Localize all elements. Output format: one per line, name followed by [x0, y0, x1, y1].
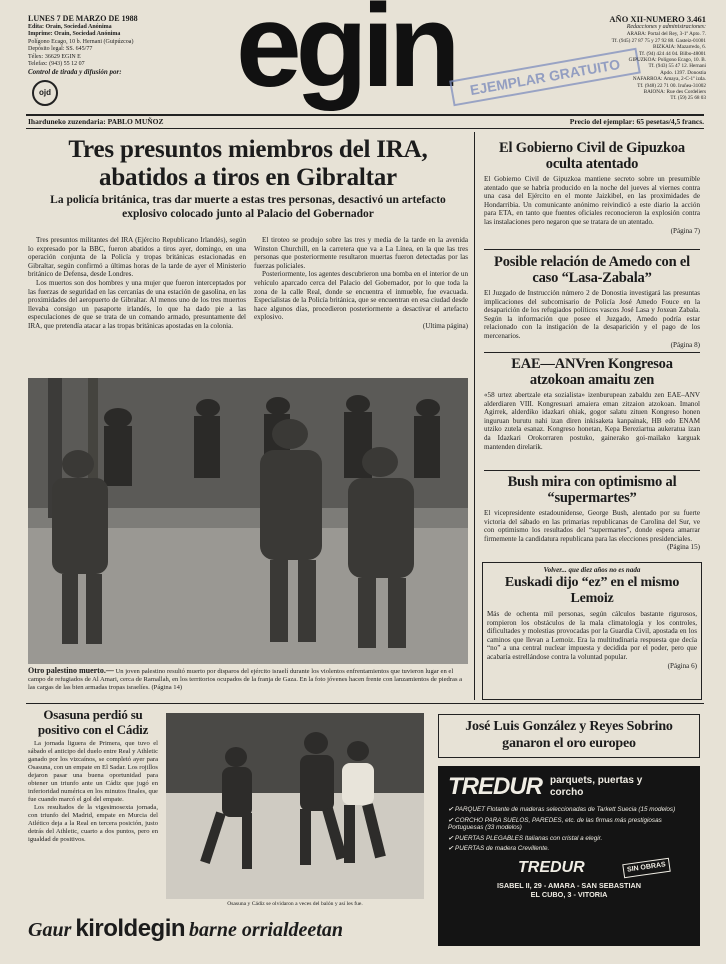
- ojd-label: ojd: [39, 88, 51, 97]
- story-lemoiz: [482, 562, 702, 700]
- ad-bullet-text: PUERTAS PLEGABLES Italianas con cristal a elegir.: [455, 834, 603, 842]
- story-gobierno: [484, 140, 700, 235]
- banner-kiroldegin: kiroldegin: [75, 915, 186, 942]
- deposito: Depósito legal: SS. 645/77: [28, 46, 93, 53]
- photo1-caption-page: (Página 14): [151, 684, 183, 691]
- story-amedo-text: El Juzgado de Instrucción número 2 de Donostia investigará las presuntas implicaciones del subcomisario de Policía José Amedo Fouce en la desaparición de los refugiados políticos vascos José Lasa y Joxean Zabala. Según la información que posee el Juzgado, Amedo podría estar relacionado con la instigación de la desaparición y el pago de los mercenarios.: [484, 289, 700, 340]
- price: Precio del ejemplar: 65 pesetas/4,5 francs.: [569, 117, 704, 126]
- soldiers-photo-illustration: [28, 378, 468, 664]
- lead-col2: [254, 236, 468, 331]
- office: Tf. (59) 25 68 03: [670, 95, 706, 102]
- lead-col1: [28, 236, 246, 331]
- issue-info: [566, 14, 706, 102]
- lead-col1-p2: Los muertos son dos hombres y una mujer que fueron interceptados por las fuerzas de seguridad en las cercanías de una estación de gasolina, en las proximidades del aeropuerto de Gibraltar. Al menos uno de los tres muertos llevaba consigo un pasaporte irlandés, lo que ha dado pie a las especulaciones de que se trata de un comando armado, presuntamente del IRA, que pretendía atacar a las tropas británicas apostadas en la colonia.: [28, 278, 246, 330]
- tredur-ad: [438, 766, 700, 946]
- office: Tf. (945) 27 87 75 y 27 92 88. Gasteiz-01001: [611, 37, 706, 44]
- stamp: EJEMPLAR GRATUITO: [449, 48, 641, 107]
- lemoiz-text: Más de ochenta mil personas, según cálculos bastante rigurosos, rompieron los obstáculos de la mala climatología y los controles, dificultades y molestias provocadas por la Guardia Civil, apostada en los caminos que llevan a Lemoiz. Era la multitudinaria respuesta que decía “no” a una central nuclear impuesta y decidida por el poder, pero que acabaría estrellándose contra la voluntad popular.: [487, 610, 697, 661]
- ad-badge: SIN OBRAS: [622, 858, 670, 878]
- ad-address-1: ISABEL II, 29 - AMARA - SAN SEBASTIAN: [496, 880, 642, 890]
- office: Tf. (943) 55 47 12. Hernani: [648, 63, 706, 70]
- ad-top: [448, 774, 690, 800]
- office: GIPUZKOA: Polígono Ecago, 10. B.: [628, 57, 706, 64]
- telefax: Telefax: (943) 55 12 07: [28, 61, 85, 68]
- gonzalez-box: [438, 714, 700, 758]
- lead-headline: Tres presuntos miembros del IRA, abatidos a tiros en Gibraltar: [68, 136, 428, 191]
- masthead-rule-2: [26, 128, 704, 129]
- ad-brand-row: [448, 859, 690, 877]
- story-gobierno-page: (Página 7): [670, 226, 700, 235]
- sports-text-2: Los resultados de la vigesimosexta jornada, con triunfo del Madrid, empate en Murcia del Atlético deja a la Real en tercera posición, justo detrás del Athletic, cuarto a dos puntos, pero en igualdad de positivos.: [28, 804, 158, 843]
- rule: [484, 249, 700, 250]
- lead-subhead: La policía británica, tras dar muerte a estas tres personas, desactivó un artefacto explosivo colocado junto al Palacio del Gobernador: [50, 194, 446, 220]
- story-gobierno-headline: El Gobierno Civil de Gipuzkoa oculta atentado: [499, 140, 685, 172]
- imprime: Imprime: Orain, Sociedad Anónima: [28, 31, 121, 38]
- date: LUNES 7 DE MARZO DE 1988: [28, 14, 138, 23]
- ojd-logo: [32, 80, 58, 106]
- masthead-info: [28, 14, 198, 77]
- rule: [484, 470, 700, 471]
- story-amedo: [484, 254, 700, 349]
- bottom-rule: [26, 703, 704, 704]
- ad-brand: TREDUR: [448, 773, 542, 800]
- football-photo-illustration: [166, 713, 424, 899]
- ad-bullet: ✔ PUERTAS PLEGABLES Italianas con cristal a elegir.: [448, 834, 603, 842]
- edita: Edita: Orain, Sociedad Anónima: [28, 24, 112, 30]
- football-photo: [166, 713, 424, 899]
- story-bush: [484, 474, 700, 552]
- story-gobierno-text: El Gobierno Civil de Gipuzkoa mantiene secreto sobre un presumible atentado que se habría producido en la noche del jueves al viernes contra una casa del Ejército en el monte Jaizkibel, en las proximidades de Hondarribia. Un comunicante anónimo reivindicó a este diario la acción para ETA, en tanto que fuentes oficiales reconocieron la explosión contra las instalaciones pero negaron que se tratara de un atentado.: [484, 175, 700, 226]
- control-label: Control de tirada y difusión por:: [28, 68, 122, 77]
- director-line: Iharduneko zuzendaria: PABLO MUÑOZ: [28, 117, 164, 126]
- story-amedo-headline: Posible relación de Amedo con el caso “Lasa-Zabala”: [494, 254, 690, 286]
- lead-col1-p1: Tres presuntos militantes del IRA (Ejército Republicano Irlandés), según lo expresado por la BBC, fueron abatidos a tiros ayer, domingo, en una operación conjunta de la Policía y tropas británicas estacionadas en Gibraltar, según confirmó a últimas horas de la tarde de ayer el Ministerio británico de Defensa, desde Londres.: [28, 236, 246, 279]
- ad-bullet-text: PARQUET Flotante de maderas seleccionadas de Tarkett Suecia (15 modelos): [455, 806, 676, 813]
- story-bush-page: (Página 15): [667, 543, 700, 552]
- story-eae-text: «58 urtez abertzale eta sozialista» izenburupean zabaldu zen EAE–ANV alderdiaren VIII. Kongresuari amaiera eman zitzaion atzokoan. Imanol Agirrek, alderdiko idazkari ohiak, gogor salatu zituen Kongreso honen inguruan burutu nahi izan diren inkisaketa kanpainak, HB edo ENAM utziko zutela esanaz. Kongreso honetan, Kepa Bereziartua aukeratua izan da Idazkari Orokorraren postuko, gainerako goi-mailako karguak mantenden direlarik.: [484, 391, 700, 451]
- photo1-caption: [28, 667, 468, 692]
- ad-bullet-text: CORCHO PARA SUELOS, PAREDES, etc. de las firmas más prestigiosas Portuguesas (33 modelos): [448, 816, 662, 832]
- story-eae-headline: EAE—ANVren Kongresoa atzokoan amaitu zen: [511, 356, 673, 388]
- banner-rest: barne orrialdeetan: [189, 919, 343, 941]
- lemoiz-headline: Euskadi dijo “ez” en el mismo Lemoiz: [504, 575, 680, 606]
- ad-bullet: ✔ CORCHO PARA SUELOS, PAREDES, etc. de las firmas más prestigiosas Portuguesas (33 modelos): [448, 816, 662, 832]
- football-caption: Osasuna y Cádiz se olvidaron a veces del balón y así les fue.: [227, 901, 363, 907]
- ad-brand-small: TREDUR: [518, 858, 585, 876]
- masthead-rule: [26, 114, 704, 116]
- logo: egin: [236, 0, 455, 112]
- kiroldegin-banner: [28, 914, 432, 944]
- ad-bullet: ✔ PARQUET Flotante de maderas seleccionadas de Tarkett Suecia (15 modelos): [448, 806, 676, 813]
- redacciones: Redacciones y administraciones:: [626, 24, 706, 30]
- lead-jump: (Ultima página): [422, 321, 468, 330]
- issue-number: AÑO XII-NUMERO 3.461: [609, 14, 706, 24]
- lead-col2-p2: Posteriormente, los agentes descubrieron una bomba en el interior de un vehículo aparcado cerca del Palacio del Gobernador, por lo que toda la zona de la calle Real, donde se encuentra el inmueble, fue evacuada. Especialistas de la Policía británica, que se encuentran en esa ciudad desde hace algunos días, procedieron posteriormente a desactivar el artefacto explosivo.: [254, 270, 468, 322]
- telex: Télex: 36629 EGIN E: [28, 53, 81, 60]
- story-bush-text: El vicepresidente estadounidense, George Bush, alentado por su fuerte victoria del sábado en las primarias republicanas de Carolina del Sur, ve con optimismo los resultados del “supermartes”, donde espera amarrar firmemente la candidatura republicana para las elecciones presidenciales.: [484, 509, 700, 543]
- poligono: Polígono Ecago, 10 b. Hernani (Guipúzcoa): [28, 38, 134, 45]
- office: Tf. (94) 424 44 04. Bilbo-48001: [639, 50, 706, 57]
- office: Tf. (948) 22 71 00. Iruñea-31002: [637, 82, 706, 89]
- story-amedo-page: (Página 8): [670, 340, 700, 349]
- story-eae: [484, 356, 700, 451]
- ad-address-2: EL CUBO, 3 - VITORIA: [530, 889, 608, 899]
- lemoiz-kicker: Volver... que diez años no es nada: [543, 566, 641, 574]
- lemoiz-page: (Página 6): [667, 661, 697, 670]
- rule: [484, 352, 700, 353]
- sports-text: La jornada liguera de Primera, que tuvo el sábado el anticipo del duelo entre Real y Athletic ganado por los vizcaínos, se completó ayer para Osasuna, con un empate en El Sadar. Los rojillos dejaron pasar una buena oportunidad para obtener un triunfo ante un Cádiz que jugó en inferioridad numérica en los minutos finales, que fue cuando marcó el gol del empate.: [28, 740, 158, 803]
- right-column-rule: [474, 132, 475, 700]
- office: ARABA: Portal del Rey, 3-1º Apto. 7.: [626, 31, 706, 38]
- main-photo: [28, 378, 468, 664]
- gonzalez-headline: José Luis González y Reyes Sobrino ganaron el oro europeo: [465, 719, 673, 751]
- banner-gaur: Gaur: [28, 919, 72, 941]
- lead-col2-p1: El tiroteo se produjo sobre las tres y media de la tarde en la avenida Winston Churchill, en la carretera que va a La Línea, en la que las tres personas que posteriormente resultaron muertas fueron detectadas por las fuerzas policiales.: [254, 236, 468, 270]
- photo1-caption-title: Otro palestino muerto.—: [28, 666, 114, 675]
- ad-tagline: parquets, puertas y corcho: [550, 775, 643, 798]
- sports-headline: Osasuna perdió su positivo con el Cádiz: [37, 707, 149, 737]
- office: BAIONA: Rue des Cordeliers: [643, 89, 706, 96]
- story-bush-headline: Bush mira con optimismo al “supermartes”: [507, 474, 677, 506]
- ad-bullet-text: PUERTAS de madera Crevillente.: [455, 845, 550, 853]
- office: BIZKAIA: Mazarredo, 6.: [652, 44, 706, 51]
- photo1-caption-text: Un joven palestino resultó muerto por disparos del ejército israelí durante los violentos enfrentamientos que tuvieron lugar en el campo de refugiados de Al Amari, cerca de Ramallah, en los territorios ocupados de la franja de Gaza. En la foto jóvenes hacen frente con lanzamientos de piedras a las cargas de las bien armadas tropas israelíes.: [28, 668, 463, 691]
- ad-bullet: ✔ PUERTAS de madera Crevillente.: [448, 845, 550, 853]
- office: Apdo. 1397. Donostia: [660, 69, 706, 76]
- office: NAFARROA: Amaya, 2-C-1º izda.: [632, 76, 706, 83]
- sports-story: [28, 708, 158, 844]
